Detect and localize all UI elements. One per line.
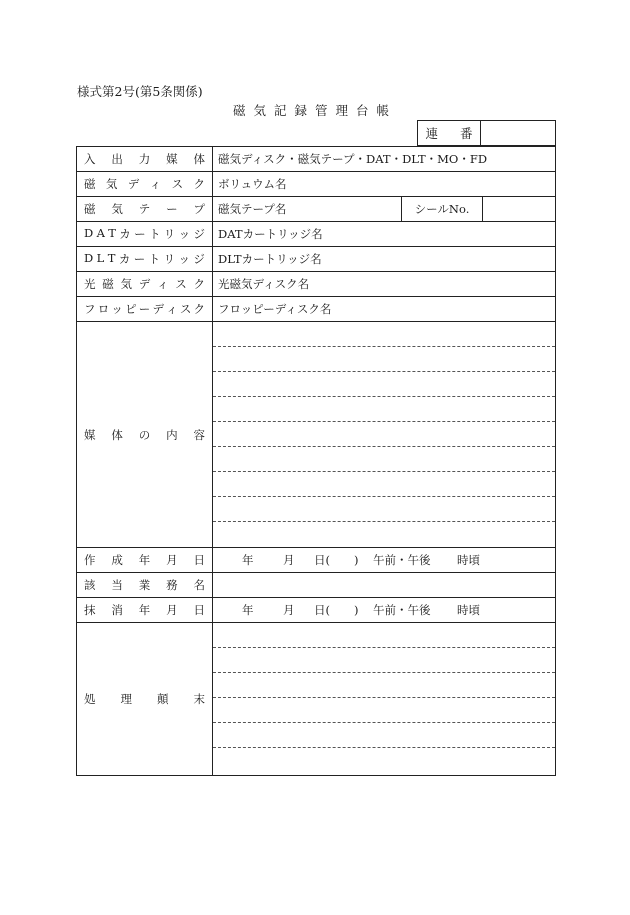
label-char: テ <box>138 202 151 216</box>
justified-label <box>77 552 212 568</box>
label-char: プ <box>193 202 205 216</box>
label-char: ジ <box>193 227 205 241</box>
label-char: 体 <box>111 427 123 442</box>
serial-number-value[interactable] <box>481 121 555 145</box>
label-char: ク <box>193 277 205 291</box>
magnetic-tape-cell <box>213 197 556 222</box>
label-char: 名 <box>193 578 205 592</box>
row-magnetic-tape <box>77 197 556 222</box>
row-deleted <box>77 598 556 623</box>
label-char: D <box>84 226 94 240</box>
magnetic-disk-label <box>77 172 213 197</box>
label-char: ィ <box>149 177 162 191</box>
label-char: T <box>107 251 116 265</box>
row-magnetic-disk <box>77 172 556 197</box>
contents-line[interactable] <box>213 322 555 347</box>
label-char: 気 <box>111 202 123 216</box>
label-char: 年 <box>138 603 151 617</box>
hour-unit: 時頃 <box>457 553 480 567</box>
paren-close: ) <box>354 553 359 567</box>
disposal-line[interactable] <box>213 673 555 698</box>
label-char: 月 <box>166 553 178 567</box>
justified-label <box>77 226 212 242</box>
label-char: 処 <box>84 692 96 706</box>
label-char: A <box>96 226 105 240</box>
label-char: ク <box>193 177 205 191</box>
am-pm-label: 午前・午後 <box>373 603 431 617</box>
label-char: ピ <box>125 302 137 316</box>
year-unit: 年 <box>242 603 254 617</box>
day-unit: 日( <box>314 603 330 617</box>
row-created <box>77 548 556 573</box>
disposal-label <box>77 623 213 776</box>
serial-number-box <box>417 120 556 146</box>
label-char: ー <box>133 252 146 266</box>
label-char: リ <box>163 252 176 266</box>
label-char: ィ <box>166 302 178 316</box>
paren-close: ) <box>354 603 359 617</box>
label-char: 磁 <box>84 202 96 216</box>
deleted-date-field[interactable] <box>213 598 556 623</box>
label-char: ッ <box>178 252 190 266</box>
label-char: 理 <box>120 692 132 706</box>
justified-label <box>77 176 212 192</box>
justified-label <box>77 301 212 317</box>
label-char: 年 <box>138 553 151 567</box>
label-char: 光 <box>84 277 96 291</box>
justified-label <box>77 151 212 167</box>
label-char: D <box>84 251 94 265</box>
label-char: T <box>108 226 116 240</box>
label-char: カ <box>119 227 131 241</box>
am-pm-label: 午前・午後 <box>373 553 431 567</box>
label-char: 該 <box>84 578 96 592</box>
row-dlt <box>77 247 556 272</box>
form-number-label: 様式第2号(第5条関係) <box>77 84 203 99</box>
volume-name-field[interactable]: ボリュウム名 <box>213 172 556 197</box>
row-dat <box>77 222 556 247</box>
disposal-line[interactable] <box>213 698 555 723</box>
label-char: デ <box>152 302 164 316</box>
media-contents-field[interactable] <box>213 322 556 548</box>
contents-line[interactable] <box>213 372 555 397</box>
label-char: 作 <box>84 553 96 567</box>
label-char: 磁 <box>102 277 114 291</box>
contents-line[interactable] <box>213 497 555 522</box>
year-unit: 年 <box>242 553 254 567</box>
justified-label <box>77 201 212 217</box>
dat-label <box>77 222 213 247</box>
row-disposal <box>77 623 556 776</box>
row-contents <box>77 322 556 548</box>
disposal-line[interactable] <box>213 648 555 673</box>
label-char: 媒 <box>166 152 178 166</box>
label-char: ス <box>175 277 187 291</box>
label-char: ト <box>148 252 161 266</box>
label-char: ス <box>171 177 184 191</box>
disposal-line[interactable] <box>213 723 555 748</box>
label-char: 入 <box>84 152 96 166</box>
label-char: 月 <box>166 603 178 617</box>
label-char: 当 <box>111 578 123 592</box>
ledger-table <box>76 146 556 776</box>
label-char: 力 <box>138 152 151 166</box>
label-char: 容 <box>193 427 205 442</box>
dlt-name-field[interactable]: DLTカートリッジ名 <box>213 247 556 272</box>
justified-label <box>77 691 212 707</box>
justified-label <box>77 427 212 443</box>
row-business <box>77 573 556 598</box>
label-char: ト <box>148 227 161 241</box>
label-char: 顛 <box>157 692 169 706</box>
io-media-label <box>77 147 213 172</box>
label-char: リ <box>163 227 176 241</box>
row-mo <box>77 272 556 297</box>
serial-number-label: 連番 <box>418 121 481 145</box>
seal-number-label: シールNo. <box>401 197 483 221</box>
label-char: ク <box>193 302 205 316</box>
label-char: ー <box>138 302 151 316</box>
label-char: の <box>138 427 151 442</box>
disposal-line[interactable] <box>213 748 555 775</box>
label-char: 抹 <box>84 603 96 617</box>
label-char: ー <box>134 227 146 241</box>
io-media-value[interactable]: 磁気ディスク・磁気テープ・DAT・DLT・MO・FD <box>213 147 556 172</box>
label-char: デ <box>138 277 151 291</box>
dat-name-field[interactable]: DATカートリッジ名 <box>213 222 556 247</box>
contents-line[interactable] <box>213 397 555 422</box>
tape-name-field[interactable]: 磁気テープ名 <box>218 202 287 216</box>
label-char: 気 <box>120 277 132 291</box>
mo-name-field[interactable]: 光磁気ディスク名 <box>213 272 556 297</box>
label-char: 末 <box>193 692 205 706</box>
business-name-label <box>77 573 213 598</box>
label-char: フ <box>84 302 96 316</box>
label-char: ッ <box>111 302 123 316</box>
label-char: 務 <box>166 578 178 592</box>
label-char: 体 <box>193 152 205 166</box>
mo-label <box>77 272 213 297</box>
contents-line[interactable] <box>213 472 555 497</box>
justified-label <box>77 577 212 593</box>
label-char: 消 <box>111 603 123 617</box>
media-contents-label <box>77 322 213 548</box>
document-title: 磁気記録管理台帳 <box>232 103 397 118</box>
magnetic-tape-label <box>77 197 213 222</box>
label-char: ジ <box>193 252 205 266</box>
justified-label <box>77 251 212 267</box>
label-char: ー <box>166 202 178 216</box>
contents-line[interactable] <box>213 522 555 547</box>
created-date-label <box>77 548 213 573</box>
row-io-media <box>77 147 556 172</box>
fd-label <box>77 297 213 322</box>
contents-line[interactable] <box>213 422 555 447</box>
label-char: 出 <box>111 152 123 166</box>
disposal-line[interactable] <box>213 623 555 648</box>
label-char: デ <box>127 177 140 191</box>
business-name-field[interactable] <box>213 573 556 598</box>
fd-name-field[interactable]: フロッピーディスク名 <box>213 297 556 322</box>
label-char: ッ <box>178 227 191 241</box>
label-char: 日 <box>193 603 205 617</box>
label-char: ロ <box>97 302 110 316</box>
dlt-label <box>77 247 213 272</box>
label-char: 気 <box>105 177 118 191</box>
label-char: 業 <box>138 578 151 592</box>
justified-label <box>77 602 212 618</box>
contents-line[interactable] <box>213 347 555 372</box>
label-char: 成 <box>111 553 123 567</box>
day-unit: 日( <box>314 553 330 567</box>
label-char: 磁 <box>84 177 96 191</box>
label-char: ス <box>179 302 192 316</box>
contents-line[interactable] <box>213 447 555 472</box>
label-char: 内 <box>166 427 178 442</box>
justified-label <box>77 276 212 292</box>
row-fd <box>77 297 556 322</box>
label-char: カ <box>118 252 131 266</box>
hour-unit: 時頃 <box>457 603 480 617</box>
deleted-date-label <box>77 598 213 623</box>
label-char: 媒 <box>84 427 96 442</box>
label-char: L <box>96 251 105 265</box>
month-unit: 月 <box>283 553 295 567</box>
created-date-field[interactable] <box>213 548 556 573</box>
label-char: 日 <box>193 553 205 567</box>
month-unit: 月 <box>283 603 295 617</box>
label-char: ィ <box>157 277 169 291</box>
disposal-field[interactable] <box>213 623 556 776</box>
